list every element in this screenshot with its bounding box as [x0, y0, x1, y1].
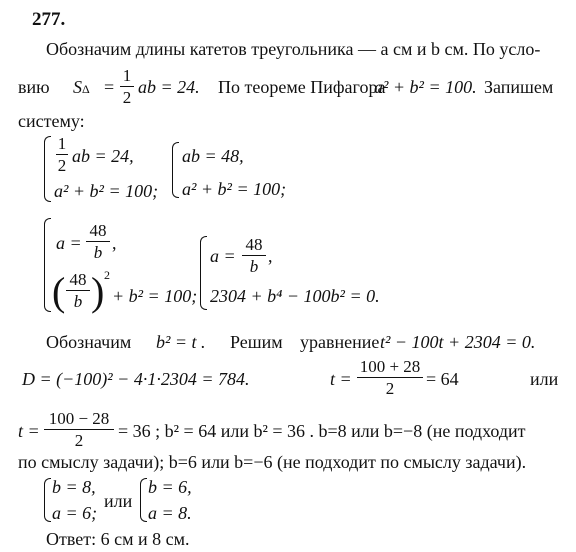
t1-num: 100 + 28	[359, 357, 421, 376]
subst-c: Решим	[230, 332, 283, 352]
sys2b-num: 48	[245, 235, 263, 254]
final-r1: b = 8,	[52, 477, 96, 497]
sys1-row1: ab = 24,	[72, 146, 134, 166]
t2-den: 2	[74, 431, 84, 450]
brace-final-1	[44, 478, 51, 522]
sys2b-row2: 2304 + b⁴ − 100b² = 0.	[210, 286, 380, 306]
sys2-a-comma: ,	[112, 233, 117, 253]
fraction-bar	[120, 86, 134, 87]
brace-system-2	[44, 218, 51, 312]
area-rhs: ab = 24.	[138, 77, 200, 97]
text-zapishem: Запишем	[484, 77, 554, 97]
left-paren: (	[52, 269, 66, 314]
half-fraction	[120, 66, 134, 107]
pythagoras-formula: a² + b² = 100.	[374, 77, 477, 97]
sys2-row2: + b² = 100;	[112, 286, 198, 306]
sys2b-den: b	[249, 257, 259, 276]
sys1-row2: a² + b² = 100;	[54, 181, 159, 201]
fraction-bar	[56, 154, 68, 155]
final-r4: a = 8.	[148, 503, 192, 523]
fraction-bar	[66, 290, 90, 291]
brace-system-1	[44, 136, 51, 202]
subst-equation: t² − 100t + 2304 = 0.	[380, 332, 536, 352]
sys2-a-num: 48	[89, 221, 107, 240]
sys2-a-den: b	[93, 243, 103, 262]
sys2-paren-fraction	[66, 270, 90, 311]
t2-num: 100 − 28	[48, 409, 110, 428]
half-num: 1	[122, 66, 132, 85]
half-den: 2	[122, 88, 132, 107]
brace-system-1b	[172, 142, 179, 198]
text-line-3: систему:	[18, 111, 85, 131]
sys2-a-eq: a =	[56, 233, 82, 253]
right-paren: )	[91, 269, 105, 314]
brace-system-2b	[200, 236, 207, 310]
final-r2: a = 6;	[52, 503, 98, 523]
answer: Ответ: 6 см и 8 см.	[46, 529, 190, 549]
final-ili: или	[104, 491, 133, 511]
fraction-bar	[357, 377, 423, 378]
fraction-bar	[44, 429, 114, 430]
sys2b-comma: ,	[268, 246, 273, 266]
text-line-2-prefix: вию	[18, 77, 50, 97]
fraction-bar	[242, 255, 266, 256]
area-s: S	[73, 77, 82, 97]
subst-a: Обозначим	[46, 332, 132, 352]
area-subscript: Δ	[82, 82, 90, 96]
final-r3: b = 6,	[148, 477, 192, 497]
subst-b: b² = t .	[156, 332, 206, 352]
t1-fraction	[357, 357, 423, 398]
sys1b-row1: ab = 48,	[182, 146, 244, 166]
sys2-paren-num: 48	[69, 270, 87, 289]
t1-rhs: = 64	[426, 369, 459, 389]
text-pythagoras: По теореме Пифагора	[218, 77, 386, 97]
t1-den: 2	[385, 379, 395, 398]
sys1-half-den: 2	[57, 156, 67, 175]
sys2b-a-eq: a =	[210, 246, 236, 266]
t2-rest: = 36 ; b² = 64 или b² = 36 . b=8 или b=−8 (не подходит	[118, 421, 526, 441]
t1-lhs: t =	[330, 369, 352, 389]
area-symbol	[73, 76, 90, 100]
t1-ili: или	[530, 369, 559, 389]
sys2-paren-den: b	[73, 292, 83, 311]
brace-final-2	[140, 478, 147, 522]
text-line-1: Обозначим длины катетов треугольника — a см и b см. По усло-	[46, 39, 541, 59]
paren-exponent: 2	[104, 268, 110, 282]
sys1-half-num: 1	[57, 134, 67, 153]
text-meaning: по смыслу задачи); b=6 или b=−6 (не подходит по смыслу задачи).	[18, 452, 527, 472]
t2-fraction	[44, 409, 114, 450]
fraction-bar	[86, 241, 110, 242]
sys2b-fraction	[242, 235, 266, 276]
sys2-a-fraction	[86, 221, 110, 262]
area-eq: =	[104, 77, 115, 97]
sys1-half	[56, 134, 68, 175]
t2-lhs: t =	[18, 421, 40, 441]
problem-number: 277.	[32, 9, 66, 30]
subst-d: уравнение	[300, 332, 380, 352]
discriminant: D = (−100)² − 4·1·2304 = 784.	[22, 369, 250, 389]
sys1b-row2: a² + b² = 100;	[182, 179, 287, 199]
